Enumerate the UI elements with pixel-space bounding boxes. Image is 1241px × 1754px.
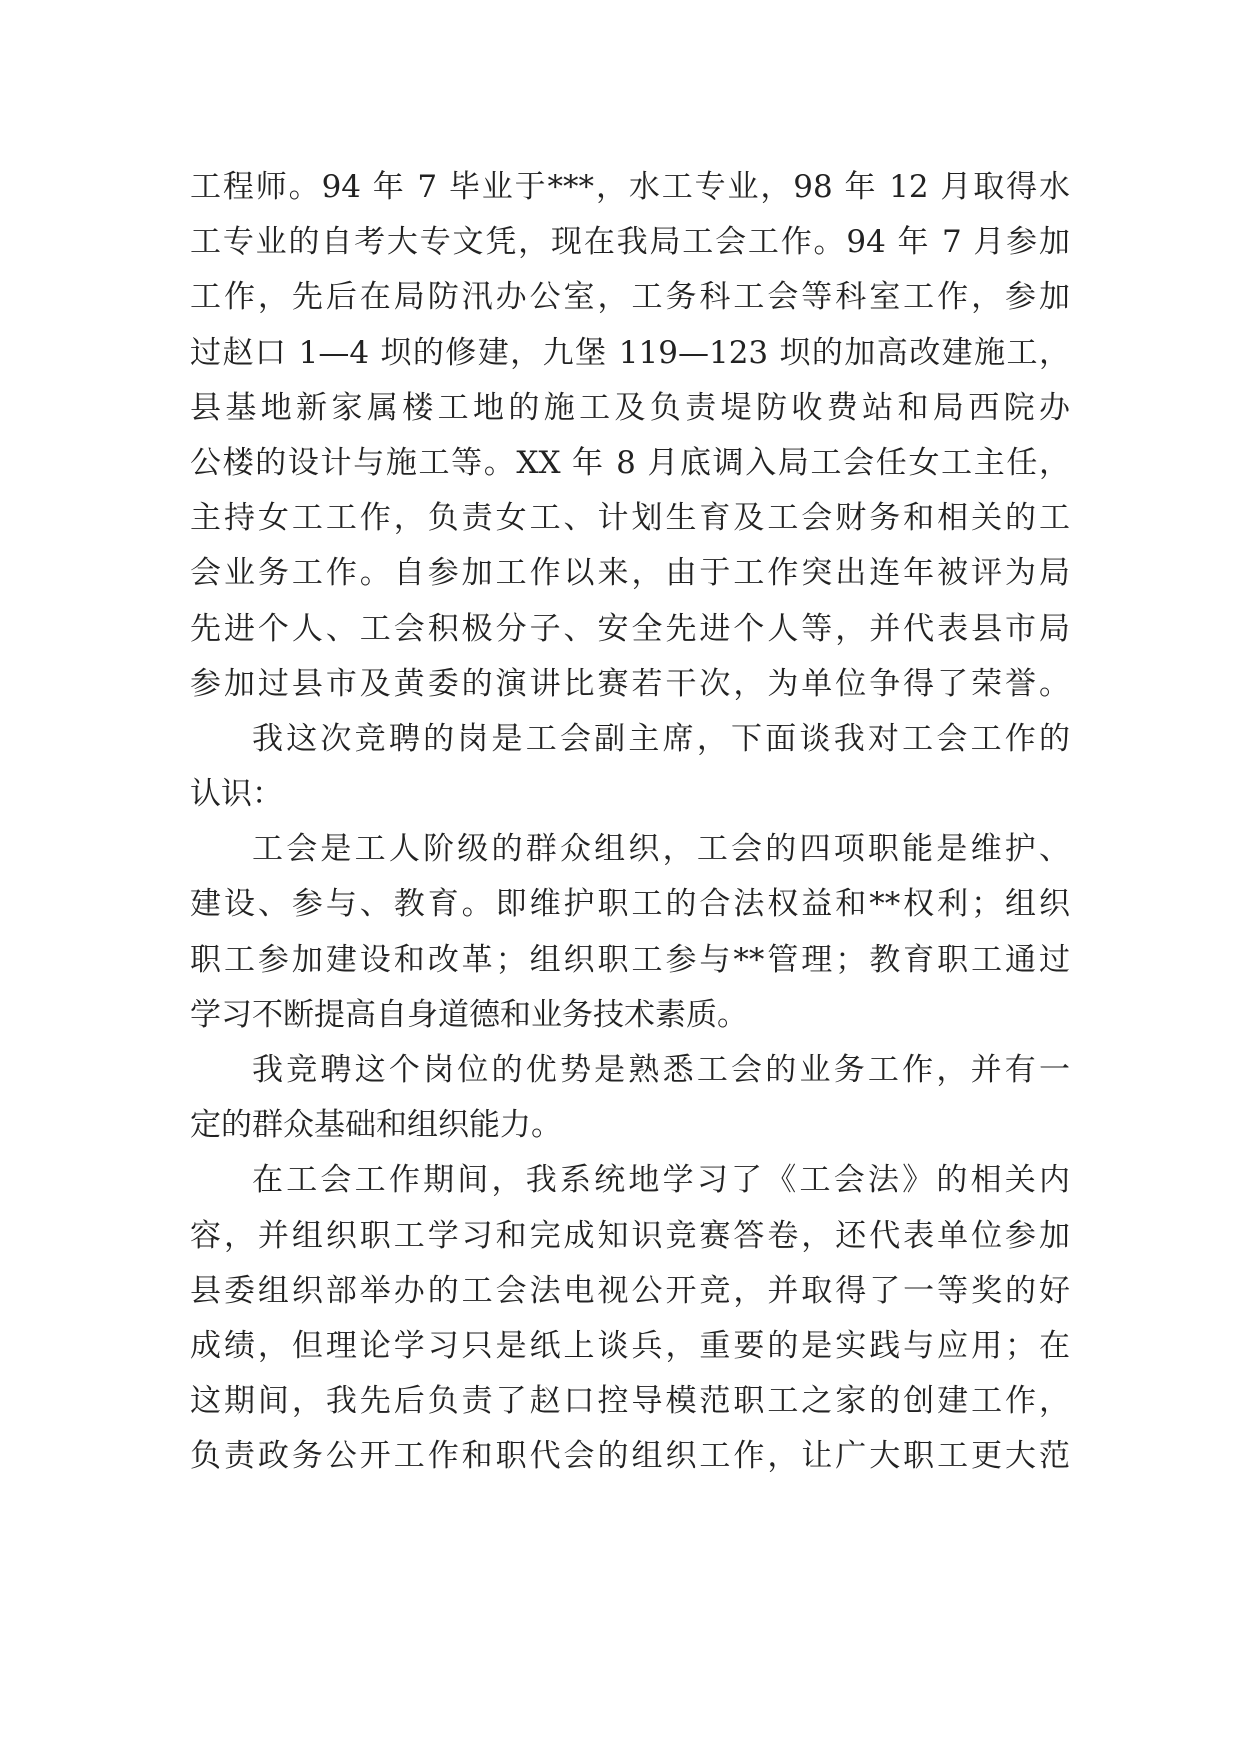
text-line: 先进个人、工会积极分子、安全先进个人等，并代表县市局 — [190, 610, 1070, 647]
paragraph-last-line: 学习不断提高自身道德和业务技术素质。 — [190, 996, 748, 1033]
text-line: 负责政务公开工作和职代会的组织工作，让广大职工更大范 — [190, 1438, 1070, 1475]
text-line: 县委组织部举办的工会法电视公开竞，并取得了一等奖的好 — [190, 1272, 1070, 1309]
text-line: 会业务工作。自参加工作以来，由于工作突出连年被评为局 — [190, 555, 1070, 592]
paragraph-first-line: 在工会工作期间，我系统地学习了《工会法》的相关内 — [252, 1162, 1070, 1199]
text-line: 职工参加建设和改革；组织职工参与**管理；教育职工通过 — [190, 941, 1070, 978]
text-line: 参加过县市及黄委的演讲比赛若干次，为单位争得了荣誉。 — [190, 665, 1070, 702]
text-line: 过赵口 1—4 坝的修建，九堡 119—123 坝的加高改建施工， — [190, 334, 1070, 371]
paragraph-first-line: 我这次竞聘的岗是工会副主席，下面谈我对工会工作的 — [252, 720, 1070, 757]
text-line: 建设、参与、教育。即维护职工的合法权益和**权利；组织 — [190, 886, 1070, 923]
paragraph-first-line: 我竞聘这个岗位的优势是熟悉工会的业务工作，并有一 — [252, 1052, 1070, 1088]
document-body — [190, 160, 1070, 1485]
text-line: 县基地新家属楼工地的施工及负责堤防收费站和局西院办 — [190, 389, 1070, 426]
paragraph-first-line: 工会是工人阶级的群众组织，工会的四项职能是维护、 — [252, 831, 1070, 868]
text-line: 工作，先后在局防汛办公室，工务科工会等科室工作，参加 — [190, 279, 1070, 316]
text-line: 公楼的设计与施工等。XX 年 8 月底调入局工会任女工主任， — [190, 444, 1070, 481]
text-line: 主持女工工作，负责女工、计划生育及工会财务和相关的工 — [190, 500, 1070, 537]
text-line: 这期间，我先后负责了赵口控导模范职工之家的创建工作， — [190, 1383, 1070, 1420]
text-line: 工程师。94 年 7 毕业于***，水工专业，98 年 12 月取得水 — [190, 169, 1070, 205]
text-line: 容，并组织职工学习和完成知识竞赛答卷，还代表单位参加 — [190, 1217, 1070, 1254]
paragraph-last-line: 认识： — [190, 776, 283, 813]
text-line: 工专业的自考大专文凭，现在我局工会工作。94 年 7 月参加 — [190, 224, 1070, 261]
paragraph-last-line: 定的群众基础和组织能力。 — [190, 1107, 562, 1144]
text-line: 成绩，但理论学习只是纸上谈兵，重要的是实践与应用；在 — [190, 1327, 1070, 1364]
